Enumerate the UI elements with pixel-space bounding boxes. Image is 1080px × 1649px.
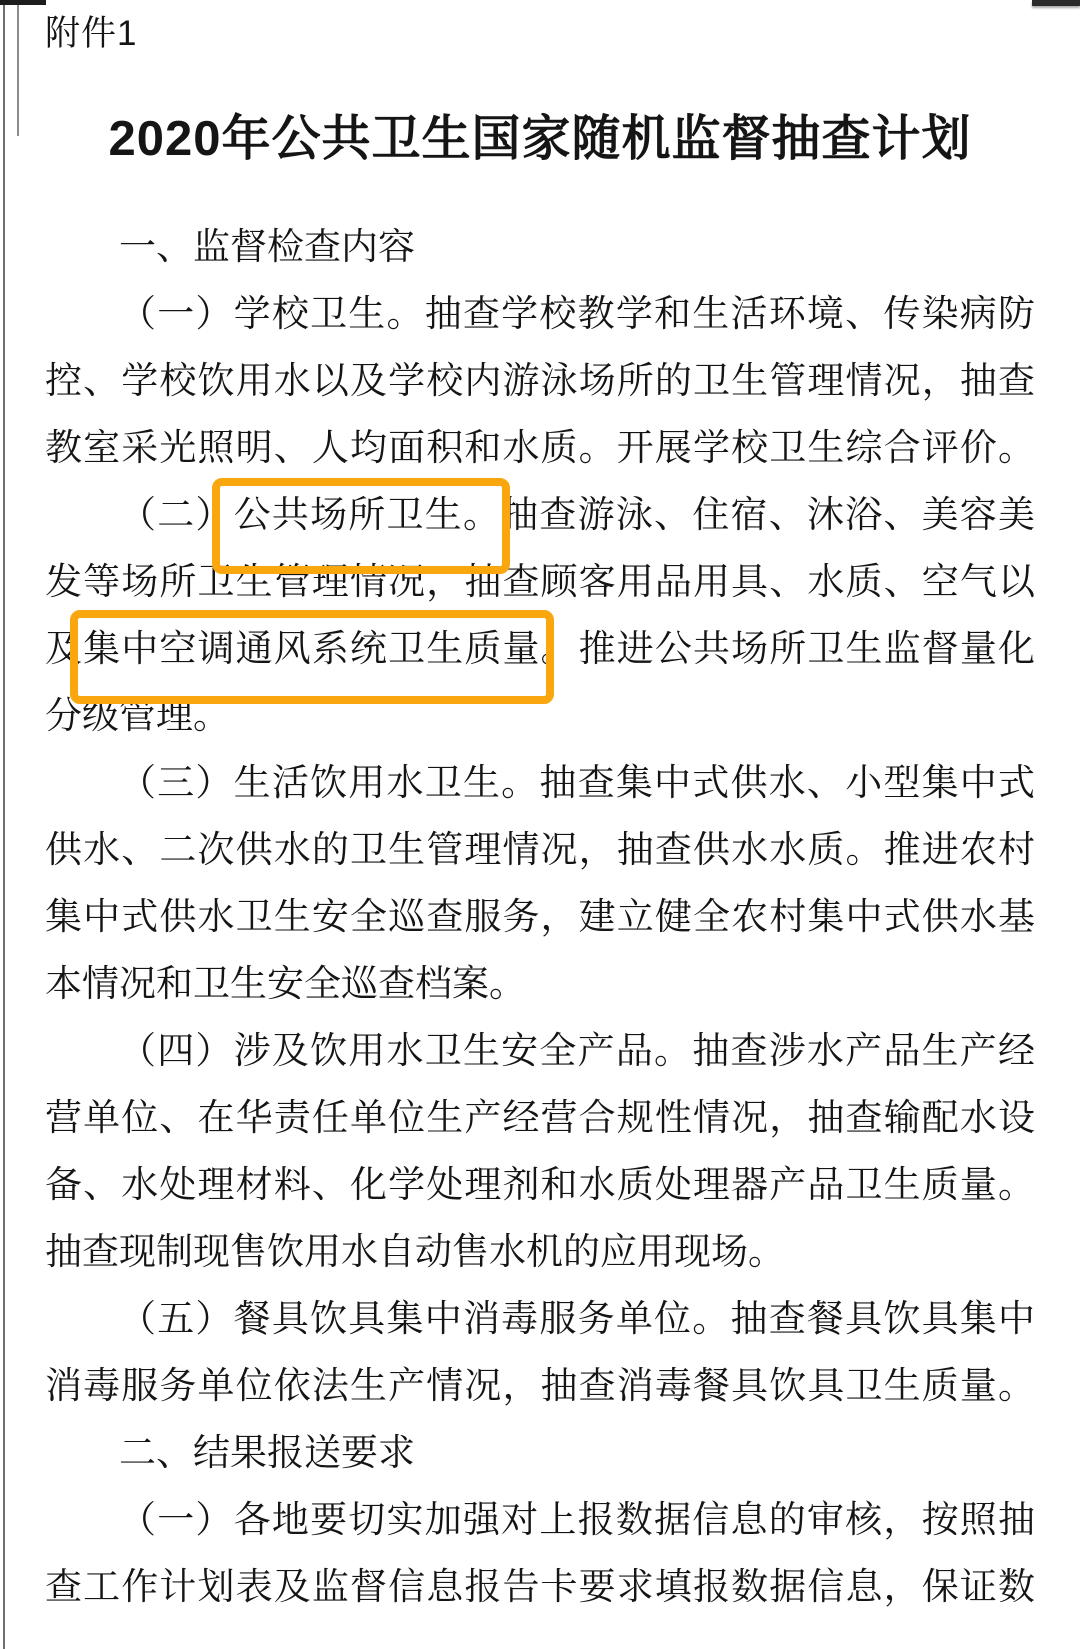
doc-line: 消毒服务单位依法生产情况，抽查消毒餐具饮具卫生质量。: [45, 1365, 1035, 1406]
doc-line: （一）各地要切实加强对上报数据信息的审核，按照抽: [119, 1499, 1035, 1540]
section-heading-inspection-content: 一、监督检查内容: [119, 226, 415, 267]
doc-line: 营单位、在华责任单位生产经营合规性情况，抽查输配水设: [45, 1097, 1035, 1138]
doc-line-hvac: 及集中空调通风系统卫生质量。推进公共场所卫生监督量化: [45, 628, 1035, 669]
doc-line: 供水、二次供水的卫生管理情况，抽查供水水质。推进农村: [45, 829, 1035, 870]
doc-line: （一）学校卫生。抽查学校教学和生活环境、传染病防: [119, 293, 1035, 334]
attachment-label: 附件1: [45, 14, 138, 53]
doc-line: 集中式供水卫生安全巡查服务，建立健全农村集中式供水基: [45, 896, 1035, 937]
section-heading-report-requirements: 二、结果报送要求: [119, 1432, 415, 1473]
doc-line: （四）涉及饮用水卫生安全产品。抽查涉水产品生产经: [119, 1030, 1035, 1071]
doc-line: （五）餐具饮具集中消毒服务单位。抽查餐具饮具集中: [119, 1298, 1035, 1339]
doc-line: 控、学校饮用水以及学校内游泳场所的卫生管理情况，抽查: [45, 360, 1035, 401]
page-top-right-artifact: [1032, 0, 1080, 6]
doc-line: （三）生活饮用水卫生。抽查集中式供水、小型集中式: [119, 762, 1035, 803]
page-corner-border-horizontal: [0, 0, 46, 5]
page-left-border-line: [3, 0, 5, 1649]
doc-line: 备、水处理材料、化学处理剂和水质处理器产品卫生质量。: [45, 1164, 1035, 1205]
doc-line: 本情况和卫生安全巡查档案。: [45, 963, 526, 1004]
doc-body: [45, 213, 1035, 1620]
doc-line: 发等场所卫生管理情况，抽查顾客用品用具、水质、空气以: [45, 561, 1035, 602]
doc-line: 抽查现制现售饮用水自动售水机的应用现场。: [45, 1231, 785, 1272]
doc-title: 2020年公共卫生国家随机监督抽查计划: [108, 112, 972, 166]
doc-line: 分级管理。: [45, 695, 230, 736]
doc-line: 教室采光照明、人均面积和水质。开展学校卫生综合评价。: [45, 427, 1035, 468]
doc-line: 查工作计划表及监督信息报告卡要求填报数据信息，保证数: [45, 1566, 1035, 1607]
doc-line-public-places: （二）公共场所卫生。抽查游泳、住宿、沐浴、美容美: [119, 494, 1035, 535]
